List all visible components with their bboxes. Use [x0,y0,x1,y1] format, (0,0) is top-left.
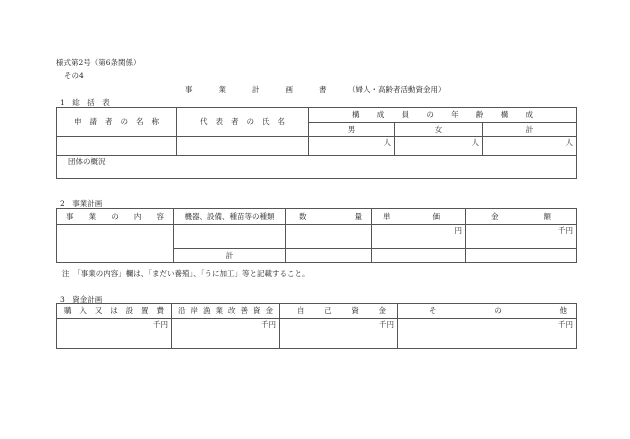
purchase-installation-cost-cell[interactable]: 千円 [57,319,172,349]
unit-price-cell[interactable]: 円 [372,225,466,249]
title-char: 計 [252,85,260,94]
title-char: 業 [218,85,226,94]
summary-table [56,107,577,179]
quantity-cell[interactable] [286,225,372,249]
business-content-cell[interactable] [57,225,174,263]
total-row-label: 計 [174,249,286,263]
title-note: （婦人・高齢者活動資金用） [348,85,446,94]
purchase-installation-cost-header: 購 入 又 は 設 置 費 [57,304,172,319]
section-heading-financial-plan: 3 資金計画 [60,295,103,304]
representative-name-cell[interactable] [177,137,309,156]
business-content-header: 事 業 の 内 容 [57,209,174,225]
female-header: 女 [395,123,483,137]
equipment-type-header: 機器、設備、種苗等の種類 [174,209,286,225]
own-funds-header: 自 己 資 金 [280,304,398,319]
total-unit-price-cell[interactable] [372,249,466,263]
business-plan-note: 注 「事業の内容」欄は、「まだい養殖」、「うに加工」等と記載すること。 [62,269,310,278]
title-char: 事 [185,85,193,94]
total-count-cell[interactable]: 人 [483,137,577,156]
other-funds-cell[interactable]: 千円 [398,319,577,349]
page-title [185,84,327,95]
own-funds-cell[interactable]: 千円 [280,319,398,349]
business-plan-table [56,208,577,263]
coastal-fishery-fund-header: 沿 岸 漁 業 改 善 資 金 [172,304,280,319]
form-subnumber: その4 [64,71,84,80]
total-amount-cell[interactable] [466,249,577,263]
quantity-header: 数 量 [286,209,372,225]
other-funds-header: そ の 他 [398,304,577,319]
section-heading-summary: 1 総 括 表 [60,98,110,107]
financial-plan-table [56,303,577,349]
organization-overview-cell[interactable] [57,156,577,179]
organization-overview-label: 団体の概況 [68,157,106,166]
unit-price-header: 単 価 [372,209,466,225]
amount-header: 金 額 [466,209,577,225]
amount-cell[interactable]: 千円 [466,225,577,249]
female-count-cell[interactable]: 人 [395,137,483,156]
member-age-composition-header: 構 成 員 の 年 齢 構 成 [309,108,577,123]
applicant-name-cell[interactable] [57,137,177,156]
representative-name-header: 代 表 者 の 氏 名 [177,108,309,137]
equipment-type-cell[interactable] [174,225,286,249]
total-quantity-cell[interactable] [286,249,372,263]
total-header: 計 [483,123,577,137]
male-count-cell[interactable]: 人 [309,137,395,156]
section-heading-business-plan: 2 事業計画 [60,199,103,208]
coastal-fishery-fund-cell[interactable]: 千円 [172,319,280,349]
male-header: 男 [309,123,395,137]
form-number: 様式第2号（第6条関係） [56,58,141,67]
title-char: 画 [285,85,293,94]
applicant-name-header: 申 請 者 の 名 称 [57,108,177,137]
title-char: 書 [319,85,327,94]
